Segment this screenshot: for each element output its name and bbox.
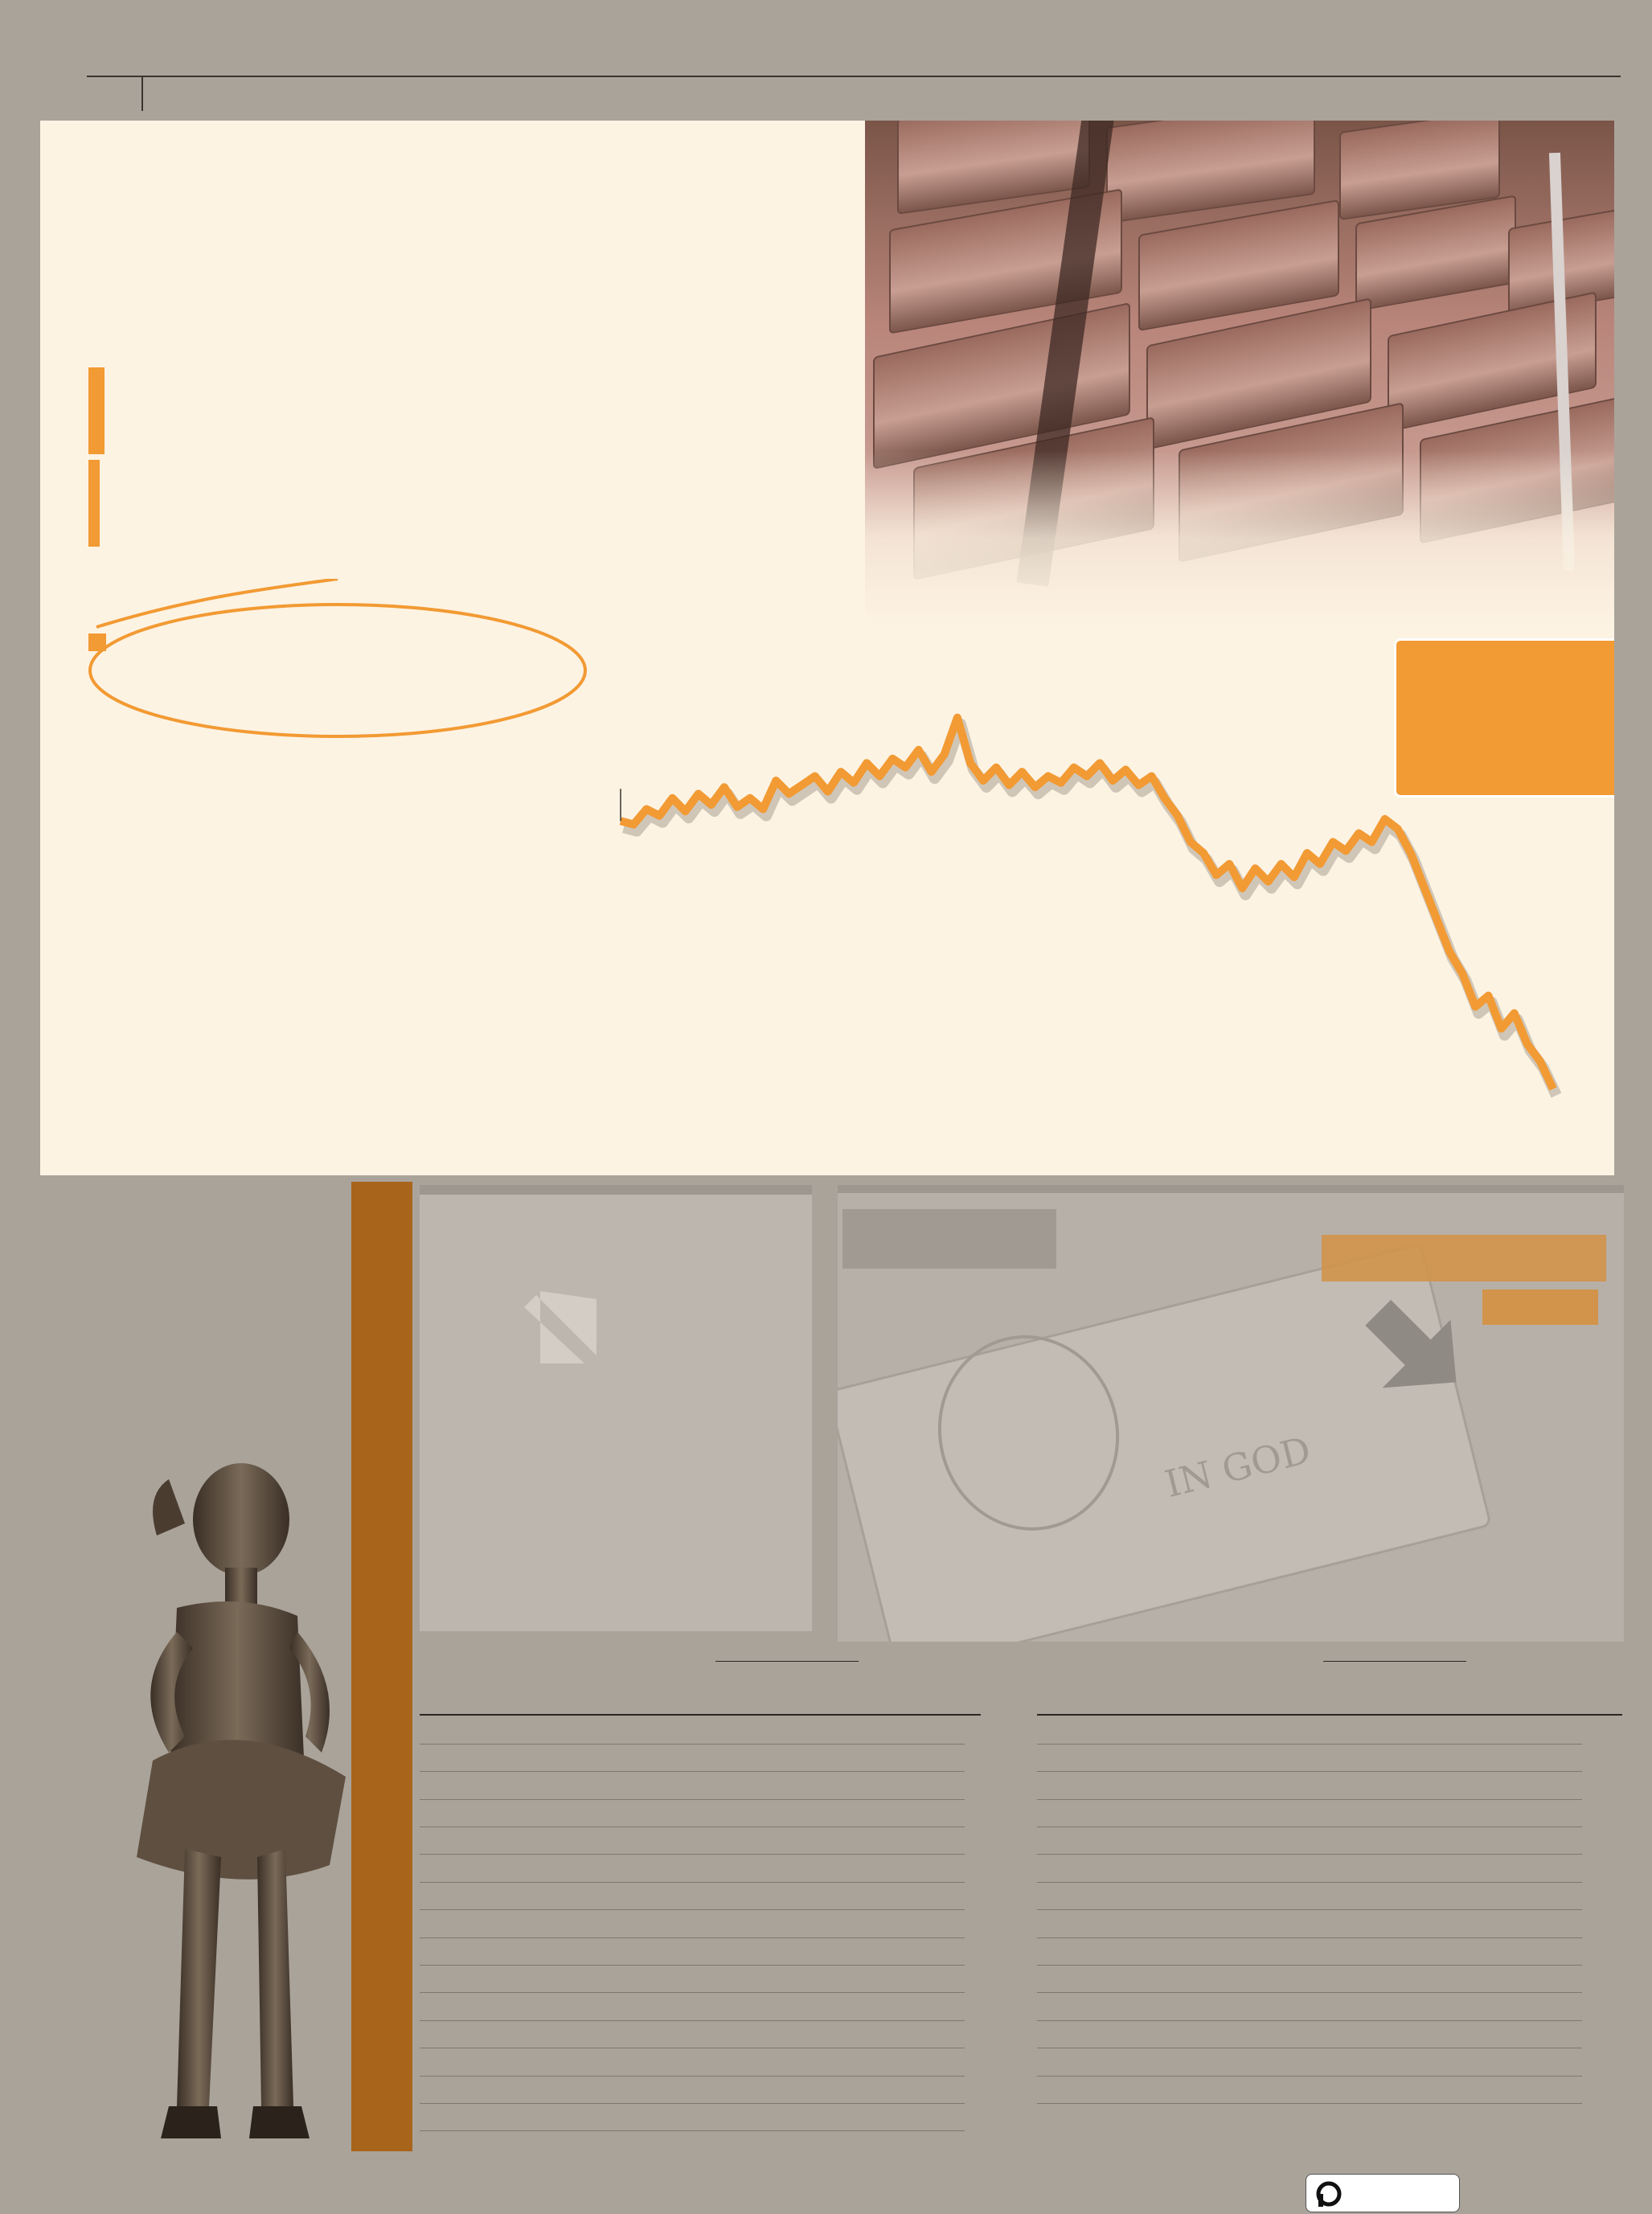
stock-name <box>420 2103 572 2130</box>
change-day <box>1286 2076 1357 2103</box>
closing-price <box>1190 1937 1286 1965</box>
closing-price <box>572 2076 669 2103</box>
pressreader-logo <box>1306 2174 1460 2212</box>
copper-price-box <box>1394 638 1614 797</box>
change-day <box>1286 1772 1357 1799</box>
change-year <box>740 2103 817 2130</box>
change-year <box>1357 1855 1434 1882</box>
change-year <box>1357 1910 1434 1937</box>
change-year <box>1357 1937 1434 1965</box>
change-year <box>740 1993 817 2020</box>
change-year <box>740 1827 817 1855</box>
change-year <box>740 1799 817 1827</box>
table-row <box>420 2020 965 2048</box>
closing-price <box>572 1772 669 1799</box>
change-day <box>1286 1799 1357 1827</box>
stock-name <box>1037 2048 1190 2076</box>
stocks-table-left <box>420 1716 965 2131</box>
dolar-chart <box>838 1193 1624 1642</box>
change-year <box>740 1772 817 1799</box>
market-cap <box>1434 2020 1582 2048</box>
market-cap <box>1434 1910 1582 1937</box>
closing-price <box>572 1993 669 2020</box>
table-row <box>420 1855 965 1882</box>
stock-name <box>1037 1772 1190 1799</box>
closing-price <box>1190 2048 1286 2076</box>
closing-price <box>572 2103 669 2130</box>
table-row <box>1037 2020 1582 2048</box>
change-day <box>1286 1937 1357 1965</box>
change-day <box>1286 1716 1357 1744</box>
market-cap <box>817 1716 965 1744</box>
table-right-head-rule <box>1037 1714 1622 1716</box>
stock-name <box>1037 1716 1190 1744</box>
stock-name <box>1037 1882 1190 1909</box>
table-row <box>420 1772 965 1799</box>
change-day <box>669 2048 740 2076</box>
table-row <box>1037 1716 1582 1744</box>
change-year <box>1357 1882 1434 1909</box>
ipsa-down-arrow-icon <box>524 1291 596 1363</box>
market-cap <box>817 1937 965 1965</box>
stock-name <box>1037 1827 1190 1855</box>
stock-name <box>1037 1993 1190 2020</box>
table-row <box>1037 1855 1582 1882</box>
table-row <box>420 1937 965 1965</box>
change-day <box>1286 1882 1357 1909</box>
change-year <box>740 2020 817 2048</box>
stock-name <box>1037 2076 1190 2103</box>
change-year <box>1357 1716 1434 1744</box>
change-day <box>1286 1993 1357 2020</box>
closing-price <box>1190 1882 1286 1909</box>
table-left-head-rule <box>420 1714 981 1716</box>
change-day <box>669 1716 740 1744</box>
change-year <box>740 2048 817 2076</box>
change-day <box>669 1993 740 2020</box>
change-day <box>669 1910 740 1937</box>
pressreader-logo-mark <box>1306 2175 1459 2212</box>
ipsa-chart <box>420 1195 812 1631</box>
change-year <box>740 1716 817 1744</box>
closing-price <box>1190 2020 1286 2048</box>
table-row <box>420 1799 965 1827</box>
table-row <box>420 1716 965 1744</box>
market-cap <box>817 1910 965 1937</box>
closing-price <box>1190 1910 1286 1937</box>
market-cap <box>1434 1937 1582 1965</box>
table-row <box>420 1882 965 1909</box>
stock-name <box>1037 1937 1190 1965</box>
change-day <box>669 2076 740 2103</box>
closing-price <box>1190 1772 1286 1799</box>
change-year <box>1357 2020 1434 2048</box>
svg-text:IN GOD: IN GOD <box>1160 1428 1315 1507</box>
market-cap <box>817 1993 965 2020</box>
change-day <box>669 2020 740 2048</box>
table-row <box>1037 1937 1582 1965</box>
table-row <box>1037 1966 1582 1993</box>
closing-price <box>572 1966 669 1993</box>
dolar-panel <box>838 1185 1624 1642</box>
change-year <box>1357 1966 1434 1993</box>
market-cap <box>1434 1993 1582 2020</box>
change-year <box>740 1937 817 1965</box>
market-cap <box>817 2103 965 2130</box>
table-row <box>420 2103 965 2130</box>
stock-name <box>420 1716 572 1744</box>
closing-price <box>572 1882 669 1909</box>
change-year <box>1357 1799 1434 1827</box>
ipsa-panel <box>420 1185 812 1631</box>
market-cap <box>1434 1716 1582 1744</box>
change-day <box>1286 1827 1357 1855</box>
stock-name <box>420 1799 572 1827</box>
stock-name <box>420 1744 572 1771</box>
market-cap <box>1434 1966 1582 1993</box>
table-row <box>420 1827 965 1855</box>
stock-name <box>1037 1744 1190 1771</box>
stocks-table-right <box>1037 1716 1582 2104</box>
change-day <box>1286 2020 1357 2048</box>
market-cap <box>1434 1855 1582 1882</box>
th-variacion-right <box>1323 1661 1466 1662</box>
market-cap <box>817 1855 965 1882</box>
stock-name <box>420 2076 572 2103</box>
market-cap <box>1434 1772 1582 1799</box>
stock-name <box>420 1937 572 1965</box>
article-card <box>40 121 1614 1175</box>
change-year <box>740 1744 817 1771</box>
stock-name <box>1037 1966 1190 1993</box>
table-row <box>420 2048 965 2076</box>
table-row <box>1037 1910 1582 1937</box>
change-year <box>1357 1993 1434 2020</box>
market-cap <box>1434 1799 1582 1827</box>
change-day <box>1286 1744 1357 1771</box>
change-day <box>1286 1910 1357 1937</box>
change-day <box>669 1855 740 1882</box>
market-cap <box>817 1772 965 1799</box>
closing-price <box>572 1744 669 1771</box>
closing-price <box>1190 1855 1286 1882</box>
table-row <box>420 2076 965 2103</box>
table-row <box>420 1966 965 1993</box>
market-cap <box>817 1882 965 1909</box>
closing-price <box>1190 1799 1286 1827</box>
change-day <box>1286 1966 1357 1993</box>
closing-price <box>572 2048 669 2076</box>
market-cap <box>817 1827 965 1855</box>
stock-name <box>420 1910 572 1937</box>
change-day <box>669 1882 740 1909</box>
table-row <box>1037 2076 1582 2103</box>
table-row <box>1037 1772 1582 1799</box>
change-year <box>740 1966 817 1993</box>
table-row <box>1037 1882 1582 1909</box>
table-row <box>420 1993 965 2020</box>
closing-price <box>1190 1716 1286 1744</box>
change-day <box>669 2103 740 2130</box>
stock-name <box>420 2020 572 2048</box>
change-day <box>669 1744 740 1771</box>
copper-price-chart <box>40 121 1614 1175</box>
acciones-vertical-title <box>354 1182 410 1841</box>
closing-price <box>572 1827 669 1855</box>
closing-price <box>572 1910 669 1937</box>
market-cap <box>1434 1744 1582 1771</box>
header-rule <box>87 76 1621 77</box>
market-cap <box>1434 2048 1582 2076</box>
stock-name <box>1037 1910 1190 1937</box>
change-day <box>669 1966 740 1993</box>
closing-price <box>1190 2076 1286 2103</box>
change-day <box>1286 2048 1357 2076</box>
stock-name <box>420 2048 572 2076</box>
table-row <box>1037 1827 1582 1855</box>
observado-box <box>842 1209 1056 1269</box>
stock-name <box>420 1993 572 2020</box>
market-cap <box>817 1744 965 1771</box>
closing-price <box>1190 1966 1286 1993</box>
stock-name <box>420 1772 572 1799</box>
dolar-change-box <box>1482 1289 1598 1325</box>
table-row <box>1037 1744 1582 1771</box>
change-day <box>669 1937 740 1965</box>
stock-name <box>420 1827 572 1855</box>
closing-price <box>572 1855 669 1882</box>
stock-name <box>420 1855 572 1882</box>
change-year <box>1357 1827 1434 1855</box>
market-cap <box>1434 1882 1582 1909</box>
market-cap <box>817 1966 965 1993</box>
change-day <box>669 1827 740 1855</box>
table-row <box>420 1910 965 1937</box>
closing-price <box>572 1937 669 1965</box>
interbancario-value-box <box>1322 1235 1606 1281</box>
table-row <box>1037 1993 1582 2020</box>
change-year <box>1357 1744 1434 1771</box>
change-year <box>740 2076 817 2103</box>
stock-name <box>1037 1799 1190 1827</box>
market-cap <box>817 2048 965 2076</box>
market-cap <box>1434 1827 1582 1855</box>
fearless-girl-statue <box>80 1447 354 2155</box>
change-year <box>740 1910 817 1937</box>
change-day <box>669 1772 740 1799</box>
stock-name <box>420 1966 572 1993</box>
market-cap <box>817 2076 965 2103</box>
closing-price <box>1190 1827 1286 1855</box>
th-variacion-left <box>715 1661 859 1662</box>
table-row <box>1037 1799 1582 1827</box>
stock-name <box>1037 2020 1190 2048</box>
change-year <box>1357 2048 1434 2076</box>
change-year <box>740 1855 817 1882</box>
closing-price <box>572 1716 669 1744</box>
change-year <box>1357 1772 1434 1799</box>
change-year <box>1357 2076 1434 2103</box>
stock-name <box>1037 1855 1190 1882</box>
closing-price <box>572 2020 669 2048</box>
stock-name <box>420 1882 572 1909</box>
closing-price <box>572 1799 669 1827</box>
market-cap <box>817 1799 965 1827</box>
table-row <box>420 1744 965 1771</box>
header-divider <box>141 77 143 111</box>
change-day <box>669 1799 740 1827</box>
change-year <box>740 1882 817 1909</box>
market-cap <box>1434 2076 1582 2103</box>
closing-price <box>1190 1744 1286 1771</box>
closing-price <box>1190 1993 1286 2020</box>
change-day <box>1286 1855 1357 1882</box>
market-cap <box>817 2020 965 2048</box>
table-row <box>1037 2048 1582 2076</box>
